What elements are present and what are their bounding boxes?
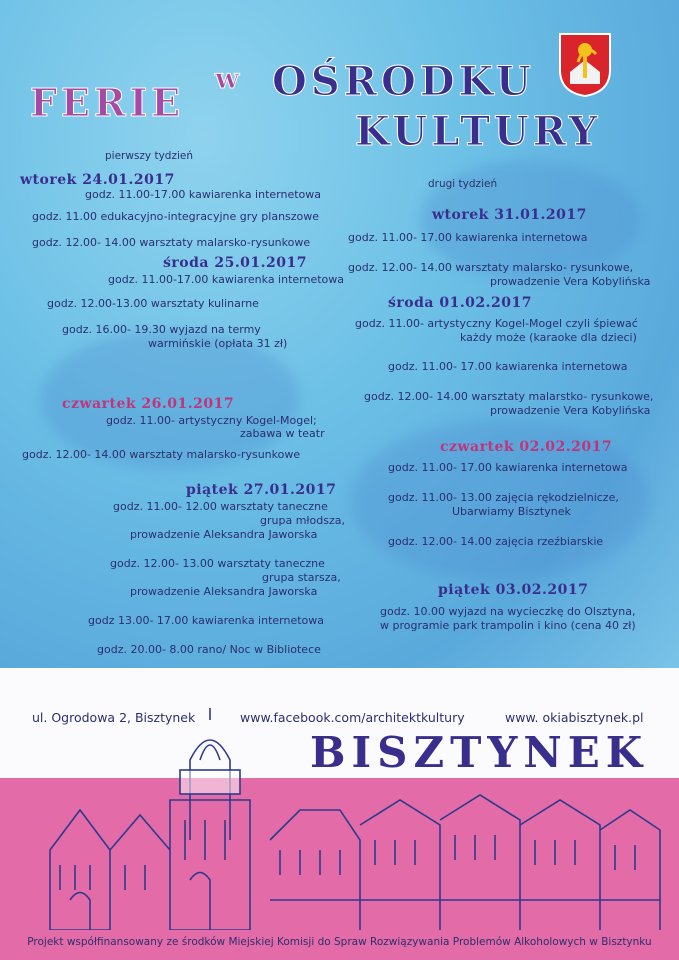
day-heading: piątek 03.02.2017: [438, 582, 589, 598]
day-heading: wtorek 31.01.2017: [432, 207, 587, 223]
event-line: godz 13.00- 17.00 kawiarenka internetowa: [88, 614, 325, 627]
title-kultury: KULTURY: [355, 108, 602, 155]
event-line: prowadzenie Vera Kobylińska: [490, 275, 651, 288]
event-line: godz. 11.00-17.00 kawiarenka internetowa: [108, 273, 345, 286]
event-line: prowadzenie Aleksandra Jaworska: [130, 528, 318, 541]
event-line: godz. 10.00 wyjazd na wycieczkę do Olsztyna,: [380, 605, 636, 618]
event-line: godz. 16.00- 19.30 wyjazd na termy: [62, 323, 261, 336]
event-line: godz. 12.00- 14.00 warsztaty malarsko- rysunkowe,: [348, 261, 634, 274]
title-w: w: [215, 62, 244, 95]
event-line: grupa młodsza,: [260, 514, 345, 527]
event-line: godz. 11.00- 17.00 kawiarenka internetowa: [388, 461, 628, 474]
week2-label: drugi tydzień: [428, 178, 498, 190]
event-line: godz. 12.00- 13.00 warsztaty taneczne: [110, 557, 325, 570]
event-line: godz. 12.00-13.00 warsztaty kulinarne: [47, 297, 259, 310]
coat-of-arms-icon: [558, 32, 612, 98]
day-heading: czwartek 02.02.2017: [440, 439, 613, 455]
facebook-link[interactable]: www.facebook.com/architektkultury: [240, 710, 465, 725]
event-line: godz. 12.00- 14.00 zajęcia rzeźbiarskie: [388, 535, 604, 548]
event-line: godz. 11.00 edukacyjno-integracyjne gry planszowe: [32, 210, 320, 223]
event-line: godz. 11.00- 17.00 kawiarenka internetowa: [348, 231, 588, 244]
address: ul. Ogrodowa 2, Bisztynek: [32, 710, 196, 725]
event-line: grupa starsza,: [262, 571, 341, 584]
footer-note: Projekt współfinansowany ze środków Miejskiej Komisji do Spraw Rozwiązywania Problemów Alkoholowych w Bisztynku: [27, 936, 652, 948]
event-line: każdy może (karaoke dla dzieci): [460, 331, 637, 344]
event-line: Ubarwiamy Bisztynek: [452, 505, 571, 518]
event-line: godz. 11.00- artystyczny Kogel-Mogel;: [106, 414, 317, 427]
event-line: godz. 12.00- 14.00 warsztaty malarstko- rysunkowe,: [364, 390, 654, 403]
website-link[interactable]: www. okiabisztynek.pl: [505, 710, 644, 725]
event-line: zabawa w teatr: [240, 427, 325, 440]
event-line: godz. 11.00- 17.00 kawiarenka internetowa: [388, 360, 628, 373]
event-line: warmińskie (opłata 31 zł): [148, 337, 288, 350]
event-line: godz. 12.00- 14.00 warsztaty malarsko-rysunkowe: [32, 236, 311, 249]
day-heading: piątek 27.01.2017: [186, 482, 337, 498]
town-name: BISZTYNEK: [310, 728, 649, 777]
event-line: godz. 11.00-17.00 kawiarenka internetowa: [85, 188, 322, 201]
event-line: godz. 11.00- artystyczny Kogel-Mogel czyli śpiewać: [355, 317, 638, 330]
event-line: godz. 12.00- 14.00 warsztaty malarsko-rysunkowe: [22, 448, 301, 461]
day-heading: środa 01.02.2017: [388, 295, 533, 311]
event-line: prowadzenie Vera Kobylińska: [490, 404, 651, 417]
event-line: godz. 11.00- 13.00 zajęcia rękodzielnicze,: [388, 491, 619, 504]
title-ferie: FERIE: [30, 80, 185, 125]
week1-label: pierwszy tydzień: [105, 150, 194, 162]
day-heading: wtorek 24.01.2017: [20, 172, 175, 188]
event-line: w programie park trampolin i kino (cena 40 zł): [380, 619, 636, 632]
event-line: prowadzenie Aleksandra Jaworska: [130, 585, 318, 598]
title-osrodku: OŚRODKU: [272, 58, 535, 105]
day-heading: środa 25.01.2017: [163, 255, 308, 271]
event-line: godz. 11.00- 12.00 warsztaty taneczne: [113, 500, 328, 513]
day-heading: czwartek 26.01.2017: [62, 396, 235, 412]
event-line: godz. 20.00- 8.00 rano/ Noc w Bibliotece: [97, 643, 321, 656]
